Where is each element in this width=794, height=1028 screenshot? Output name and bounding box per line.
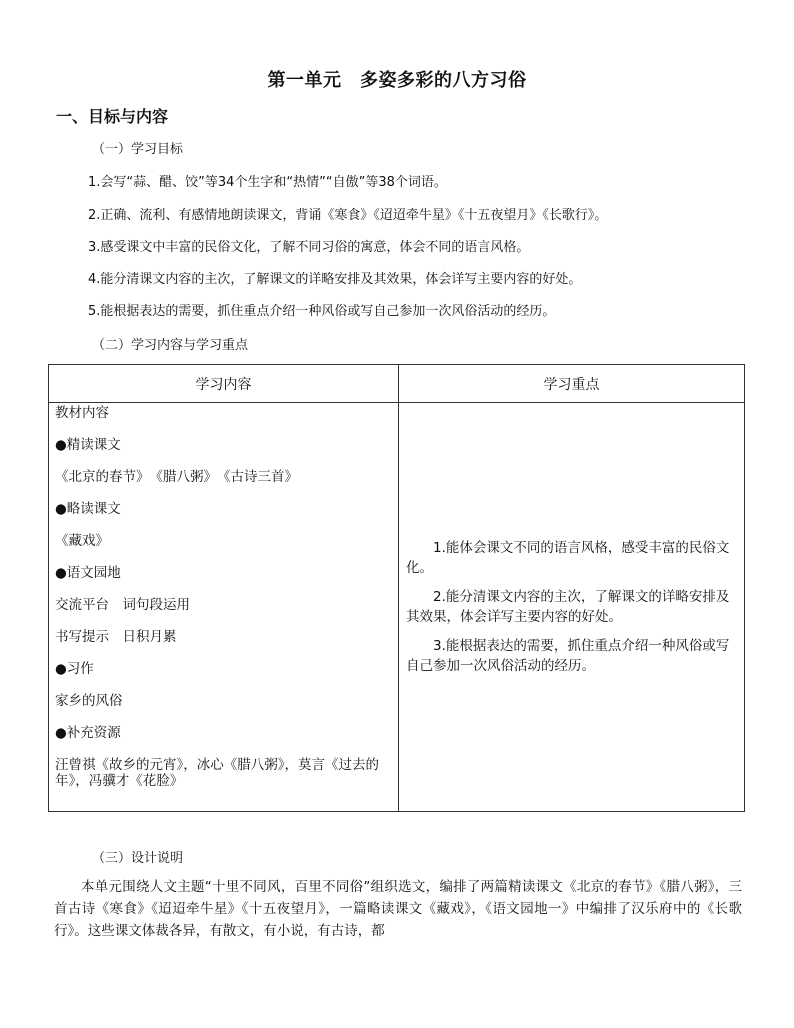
focus-cell (399, 403, 745, 812)
subheading-design-notes: （三）设计说明 (92, 851, 184, 866)
design-paragraph: 本单元围绕人文主题“十里不同风，百里不同俗”组织选文，编排了两篇精读课文《北京的春节》《腊八粥》，三首古诗《寒食》《迢迢牵牛星》《十五夜望月》，一篇略读课文《藏戏》，《语文园地一》中编排了汉乐府中的《长歌行》。这些课文体裁各异，有散文，有小说，有古诗，都 (54, 879, 742, 939)
content-line-supplementary-titles: 汪曾祺《故乡的元宵》，冰心《腊八粥》，莫言《过去的年》，冯骥才《花脸》 (55, 757, 379, 789)
content-line-language-garden: ●语文园地 (55, 565, 121, 581)
goal-item-1: 1.会写“蒜、醋、饺”等34个生字和“热情”“自傲”等38个词语。 (88, 175, 447, 190)
content-cell (49, 403, 399, 812)
focus-item-1: 1.能体会课文不同的语言风格，感受丰富的民俗文化。 (406, 540, 730, 576)
column-header-content: 学习内容 (49, 365, 399, 403)
goal-item-3: 3.感受课文中丰富的民俗文化，了解不同习俗的寓意，体会不同的语言风格。 (88, 240, 530, 255)
content-line-skim-reading: ●略读课文 (55, 501, 121, 517)
content-line-intensive-reading: ●精读课文 (55, 437, 121, 453)
content-line-intensive-titles: 《北京的春节》 《腊八粥》 《古诗三首》 (55, 469, 298, 485)
focus-item-2: 2.能分清课文内容的主次，了解课文的详略安排及其效果，体会详写主要内容的好处。 (406, 589, 730, 625)
section-heading-goals-content: 一、目标与内容 (56, 107, 169, 126)
goal-item-2: 2.正确、流利、有感情地朗读课文，背诵《寒食》《迢迢牵牛星》《十五夜望月》《长歌行》。 (88, 208, 608, 223)
focus-item-3: 3.能根据表达的需要，抓住重点介绍一种风俗或写自己参加一次风俗活动的经历。 (406, 638, 730, 674)
content-line-garden-items-1: 交流平台 词句段运用 (55, 597, 190, 613)
content-line-textbook: 教材内容 (55, 405, 109, 421)
content-line-supplementary: ●补充资源 (55, 725, 121, 741)
subheading-learning-goals: （一）学习目标 (92, 142, 184, 157)
column-header-focus: 学习重点 (399, 365, 745, 403)
table-row (49, 403, 745, 812)
content-line-garden-items-2: 书写提示 日积月累 (55, 629, 177, 645)
table-header-row (49, 365, 745, 403)
goal-item-5: 5.能根据表达的需要，抓住重点介绍一种风俗或写自己参加一次风俗活动的经历。 (88, 304, 556, 319)
content-focus-table (48, 364, 745, 812)
subheading-content-and-focus: （二）学习内容与学习重点 (92, 338, 249, 353)
content-line-writing: ●习作 (55, 661, 94, 677)
page-title: 第一单元 多姿多彩的八方习俗 (267, 70, 527, 91)
content-line-skim-title: 《藏戏》 (55, 533, 109, 549)
content-line-writing-topic: 家乡的风俗 (55, 693, 123, 709)
goal-item-4: 4.能分清课文内容的主次，了解课文的详略安排及其效果，体会详写主要内容的好处。 (88, 272, 582, 287)
